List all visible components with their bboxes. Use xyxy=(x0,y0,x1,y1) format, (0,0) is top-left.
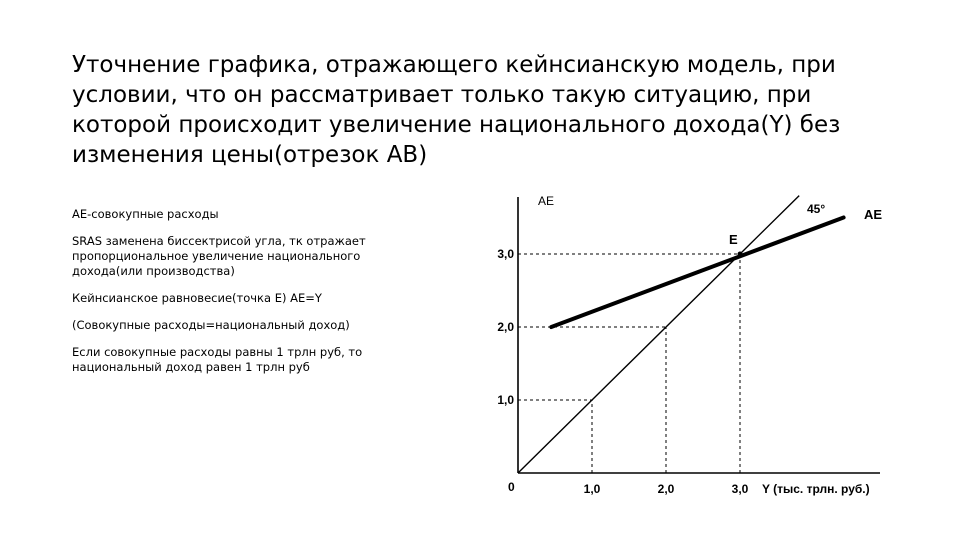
ae-line-label: AE xyxy=(864,207,883,222)
ae-line xyxy=(551,218,843,328)
y-tick-label-3: 3,0 xyxy=(497,247,514,261)
y-tick-label-2: 2,0 xyxy=(497,320,514,334)
y-axis-label: AE xyxy=(538,194,555,208)
line-45-label: 45° xyxy=(807,202,826,216)
line-45-degrees xyxy=(518,196,799,473)
slide-title: Уточнение графика, отражающего кейнсианскую модель, при условии, что он рассматривает только такую ситуацию, при которой происходит увеличение национального дохода(Y) без изменения цены(отрезок AB) xyxy=(72,52,841,168)
y-tick-label-1: 1,0 xyxy=(497,393,514,407)
notes xyxy=(72,207,372,387)
x-axis-label: Y (тыс. трлн. руб.) xyxy=(762,482,870,496)
note-ae-definition: AE-совокупные расходы xyxy=(72,207,219,221)
x-tick-label-2: 2,0 xyxy=(657,482,675,496)
note-example: Если совокупные расходы равны 1 трлн руб, то национальный доход равен 1 трлн руб xyxy=(72,345,363,374)
equilibrium-point xyxy=(738,252,743,257)
note-keynesian-equilibrium: Кейнсианское равновесие(точка E) AE=Y xyxy=(72,291,322,305)
x-tick-label-3: 3,0 xyxy=(731,482,749,496)
note-ae-equals-income: (Совокупные расходы=национальный доход) xyxy=(72,318,350,332)
origin-label: 0 xyxy=(508,480,515,494)
keynesian-cross-diagram xyxy=(480,185,900,515)
x-tick-label-1: 1,0 xyxy=(583,482,601,496)
note-sras-bisector: SRAS заменена биссектрисой угла, тк отражает пропорциональное увеличение национального дохода(или производства) xyxy=(72,234,366,278)
equilibrium-label: E xyxy=(729,232,738,247)
